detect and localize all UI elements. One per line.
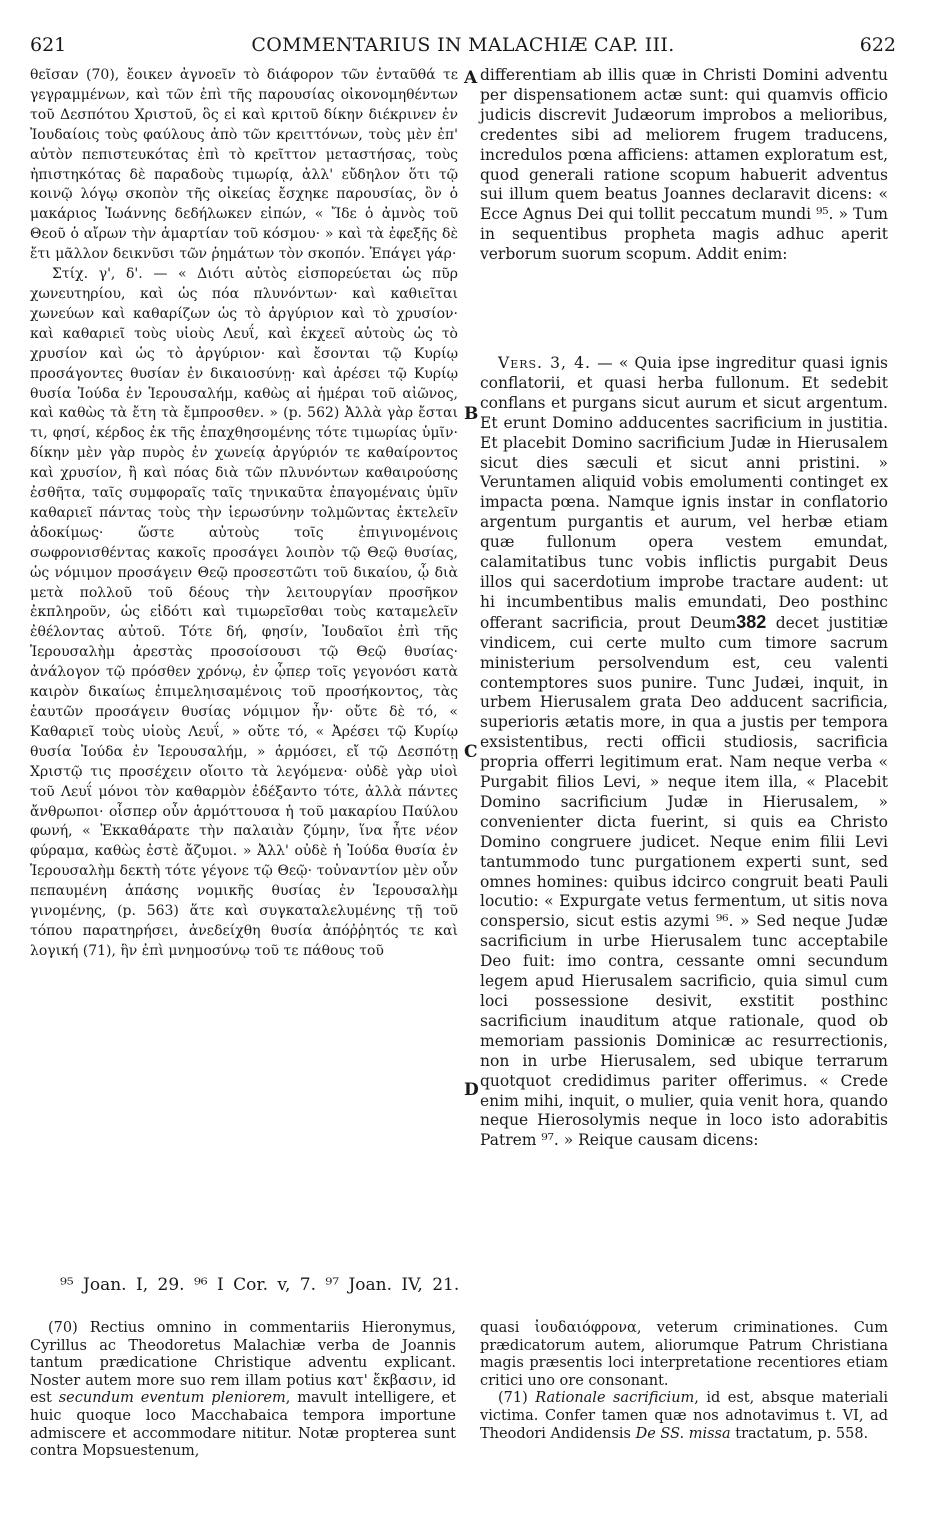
- greek-paragraph-1: θεῖσαν (70), ἔοικεν ἀγνοεῖν τὸ διάφορον τῶν ἐνταῦθά τε γεγραμμένων, καὶ τῶν ἐπὶ τῆς παρουσίας οἰκονομηθέντων τοῦ Δεσπότου Χριστοῦ, ὃς εἰ καὶ κριτοῦ δίκην διέκρινεν ἐν Ἰουδαίοις τοὺς φαύλους ἀπὸ τῶν κρειττόνων, τοὺς μὲν ἐπ' αὐτὸν πεπιστευκότας ἐπὶ τὸ κρεῖττον μεταστήσας, τοὺς ἠπιστηκότας δὲ παραδοὺς τιμωρίᾳ, ἀλλ' εὔδηλον ὅτι τῷ κοινῷ λόγῳ σκοπὸν τῆς οἰκείας ἔσχηκε παρουσίας, ὃν ὁ μακάριος Ἰωάννης δεδήλωκεν εἰπών, « Ἴδε ὁ ἀμνὸς τοῦ Θεοῦ ὁ αἴρων τὴν ἁμαρτίαν τοῦ κόσμου· » καὶ τὰ ἐφεξῆς δὲ ἔτι μᾶλλον δεικνῦσι τῶν ῥημάτων τὸν σκοπόν. Ἐπάγει γάρ·: [30, 67, 458, 263]
- greek-paragraph-2: Στίχ. γ', δ'. — « Διότι αὐτὸς εἰσπορεύεται ὡς πῦρ χωνευτηρίου, καὶ ὡς πόα πλυνόντων· καὶ καθιεῖται χωνεύων καὶ καθαρίζων ὡς τὸ ἀργύριον καὶ τὸ χρυσίον· καὶ καθαριεῖ τοὺς υἱοὺς Λευΐ, καὶ ἐκχεεῖ αὐτοὺς ὡς τὸ χρυσίον καὶ ὡς τὸ ἀργύριον· καὶ ἔσονται τῷ Κυρίῳ προσάγοντες θυσίαν ἐν δικαιοσύνῃ· καὶ ἀρέσει τῷ Κυρίῳ θυσία Ἰούδα ἐν Ἱερουσαλήμ, καθὼς αἱ ἡμέραι τοῦ αἰῶνος, καὶ καθὼς τὰ ἔτη τὰ ἔμπροσθεν. » (p. 562) Ἀλλὰ γὰρ ἔσται τι, φησί, κέρδος ἐκ τῆς ἐπαχθησομένης τότε τιμωρίας ὑμῖν· δίκην μὲν γὰρ πυρὸς ἐν χωνείᾳ ἀργύριόν τε καθαίροντος καὶ χρυσίον, ἢ καὶ πόας διὰ τῶν πλυνόντων καθαιρούσης ἐσθῆτα, ταῖς συμφοραῖς ταῖς τηνικαῦτα ἐπαγομέναις ὑμῖν καθαριεῖ πάντας τοὺς τὴν ἱερωσύνην τολμῶντας ἐκτελεῖν ἀδοκίμως· ὥστε αὐτοὺς τοῖς ἐπιγινομένοις σωφρονισθέντας κακοῖς προσάγει λοιπὸν τῷ Θεῷ θυσίας, ὡς νόμιμον προσάγειν Θεῷ προσεστῶτι τοῦ δικαίου, ᾧ διὰ μετὰ πολλοῦ τοῦ δέους τὴν λειτουργίαν προσῆκον ἐκπληροῦν, ὡς εἰδότι καὶ τιμωρεῖσθαι τοὺς καταμελεῖν ἐθέλοντας αὐτοῦ. Τότε δή, φησίν, Ἰουδαῖοι ἐπὶ τῆς Ἱερουσαλὴμ ἀρεστὰς προσοίσουσι τῷ Θεῷ θυσίας· ἀνάλογον τῷ πρόσθεν χρόνῳ, ἐν ᾧπερ τοῖς γεγονόσι κατὰ καιρὸν δικαίως ἐπιμεληισαμένοις τοῦ προσήκοντος, τὰς ἑαυτῶν προσάγειν θυσίας νόμιμον ἦν· οὔτε δὲ τό, « Καθαριεῖ τοὺς υἱοὺς Λευΐ, » οὔτε τό, « Ἀρέσει τῷ Κυρίῳ θυσία Ἰούδα ἐν Ἱερουσαλήμ, » ἁρμόσει, εἴ τῷ Δεσπότῃ Χριστῷ τις προσέχειν οἴοιτο τὰ λεγόμενα· οὐδὲ γὰρ υἱοὶ τοῦ Λευΐ μόνοι τὸν καθαρμὸν ἐδέξαντο τότε, ἀλλὰ πάντες ἄνθρωποι· οἷσπερ οὖν ἁρμόττουσα ἡ τοῦ μακαρίου Παύλου φωνή, « Ἐκκαθάρατε τὴν παλαιὰν ζύμην, ἵνα ἦτε νέον φύραμα, καθὼς ἐστὲ ἄζυμοι. » Ἀλλ' οὐδὲ ἡ Ἰούδα θυσία ἐν Ἱερουσαλὴμ δεκτὴ τότε γέγονε τῷ Θεῷ· τοὐναντίον μὲν οὖν πεπαυμένη ἁπάσης νομικῆς θυσίας ἐν Ἱερουσαλὴμ γινομένης, (p. 563) ἅτε καὶ συγκαταλελυμένης τῇ τοῦ τόπου παρατηρήσει, ἀνεδείχθη θυσία ἀπόῤῥητός τε καὶ λογική (71), ἣν ἐπὶ μνημοσύνῳ τοῦ τε πάθους τοῦ: [30, 266, 458, 959]
- footnote-71: [480, 1390, 888, 1443]
- verse-label: Vers. 3, 4.: [498, 354, 591, 372]
- latin-paragraph-1: differentiam ab illis quæ in Christi Domini adventu per dispensationem actæ sunt: qui quamvis officio judicis discrevit Judæorum improbos a melioribus, credentes sibi ad meliorem frugem traducens, incredulos pœna afficiens: attamen exploratum est, quod generali ratione scopum habuerit adventus sui illum quem beatus Joannes declaravit dicens: « Ecce Agnus Dei qui tollit peccatum mundi ⁹⁵. » Tum in sequentibus propheta magis adhuc aperit verborum suorum scopum. Addit enim:: [480, 66, 888, 264]
- footnote-70: [30, 1320, 456, 1461]
- page-number-left: 621: [30, 34, 67, 56]
- footnote-70-text: (70) Rectius omnino in commentariis Hieronymus, Cyrillus ac Theodoretus Malachiæ verba de Joannis tantum prædicatione Christique adventu explicant. Noster autem more suo rem illam potius κατ' ἔκβασιν, id est: [30, 1320, 456, 1407]
- page-number-right: 622: [859, 34, 896, 56]
- footnotes-left: [30, 1320, 456, 1461]
- margin-letter-c: C: [464, 742, 478, 762]
- scripture-references: ⁹⁵ Joan. I, 29. ⁹⁶ I Cor. v, 7. ⁹⁷ Joan. IV, 21.: [60, 1275, 460, 1295]
- latin-column: [480, 66, 888, 265]
- footnote-70-continued: quasi ἰουδαιόφρονα, veterum criminationes. Cum prædicatorum autem, aliorumque Patrum Christiana magis præsentis loci interpretatione recentiores etiam critici uno ore consonant.: [480, 1320, 888, 1389]
- footnote-70-italic: secundum eventum pleniorem: [58, 1390, 286, 1407]
- footnote-70-text-end: , mavult intelligere, et huic quoque loco Macchabaica tempora importune admiscere et accommodare nititur. Notæ propterea sunt contra Mopsuestenum,: [30, 1390, 456, 1460]
- footnote-71-italic-2: De SS.: [635, 1425, 685, 1442]
- margin-letter-a: A: [464, 68, 478, 88]
- footnotes-right: [480, 1320, 888, 1443]
- latin-paragraph-2: [480, 354, 888, 1151]
- margin-letter-b: B: [464, 404, 479, 424]
- footnote-71-marker: (71): [498, 1390, 536, 1407]
- column-number: 382: [736, 611, 767, 632]
- latin-column-verses: [480, 354, 888, 1151]
- running-title: COMMENTARIUS IN MALACHIÆ CAP. III.: [251, 34, 675, 56]
- footnote-71-italic-1: Rationale sacrificium: [535, 1390, 695, 1407]
- footnote-71-italic-3: missa: [688, 1425, 731, 1442]
- footnote-71-text-end: tractatum, p. 558.: [730, 1425, 869, 1442]
- footnote-71-text: , id est, absque materiali victima. Confer tamen quæ nos adnotavimus t. VI, ad Theodori Andidensis: [480, 1390, 888, 1442]
- latin-paragraph-2-text: — « Quia ipse ingreditur quasi ignis conflatorii, et quasi herba fullonum. Et sedebit conflans et purgans sicut aurum et sicut argentum. Et erunt Domino adducentes sacrificium in justitia. Et placebit Domino sacrificium Judæ in Hierusalem sicut dies sæculi et sicut anni pristini. » Veruntamen aliquid vobis emolumenti continget ex impacta pœna. Namque ignis instar in conflatorio argentum purgantis et aurum, vel herbæ etiam quæ fullonum opera vestem emundat, calamitatibus tunc vobis inflictis purgabit Deus illos qui sacerdotium improbe tractare audent: ut hi incumbentibus malis emundati, Deo posthinc offerant sacrificia, prout Deum: [480, 354, 888, 632]
- latin-paragraph-2-continued: decet justitiæ vindicem, cui certe multo cum timore sacrum ministerium persolvendum est, ceu valenti contemptores suos punire. Tunc Judæi, inquit, in urbem Hierusalem grata Deo adducent sacrificia, superioris ætatis more, in qua a justis per tempora exsistentibus, recti officii studiosis, sacrificia propria offerri legitimum erat. Nam neque verba « Purgabit filios Levi, » neque item illa, « Placebit Domino sacrificium Judæ in Hierusalem, » convenienter dicta fuerint, si quis ea Christo Domino congruere judicet. Neque enim filii Levi tantummodo tunc purgationem experti sunt, sed omnes homines: quibus idcirco congruit beati Pauli locutio: « Expurgate vetus fermentum, ut sitis nova conspersio, sicut estis azymi ⁹⁶. » Sed neque Judæ sacrificium in urbe Hierusalem tunc acceptabile Deo fuit: imo contra, cessante omni secundum legem apud Hierusalem sacrificio, quia simul cum loci possessione desivit, exstitit posthinc sacrificium inauditum atque rationale, quod ob memoriam passionis Dominicæ ac resurrectionis, non in urbe Hierusalem, sed ubique terrarum quotquot credidimus pariter offerimus. « Crede enim mihi, inquit, o mulier, quia venit hora, quando neque Hierosolymis neque in loco isto adorabitis Patrem ⁹⁷. » Reique causam dicens:: [480, 613, 889, 1150]
- margin-letter-d: D: [464, 1080, 479, 1100]
- greek-column: [30, 66, 458, 962]
- page-header: [30, 34, 896, 58]
